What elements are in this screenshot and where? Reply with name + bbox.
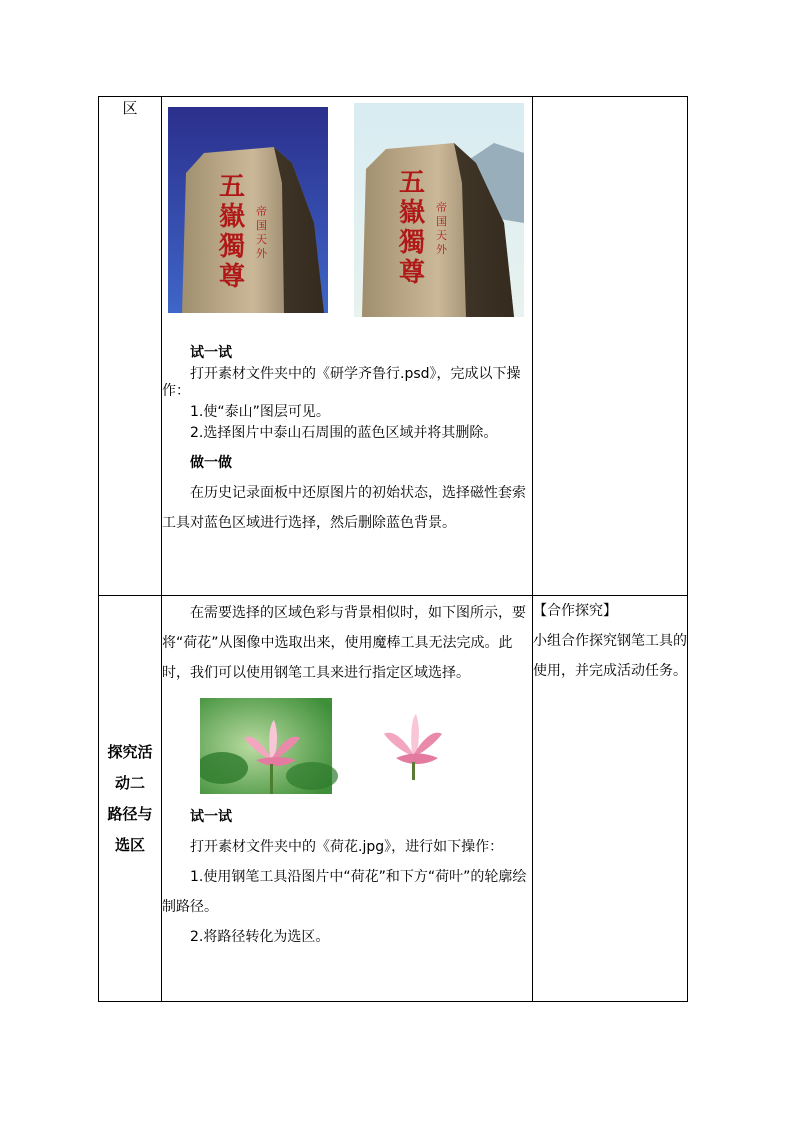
- lotus-photo-original: [200, 698, 338, 794]
- cooperation-title: 【合作探究】: [533, 603, 617, 619]
- cooperation-text: 小组合作探究钢笔工具的使用，并完成活动任务。: [533, 633, 687, 679]
- row-label-cell: [99, 596, 162, 1002]
- try-text-content: 打开素材文件夹中的《荷花.jpg》，进行如下操作：: [190, 839, 504, 855]
- try-step-1: 1.使用钢笔工具沿图片中“荷花”和下方“荷叶”的轮廓绘制路径。: [162, 869, 527, 915]
- row-label: 区: [122, 99, 138, 117]
- try-heading: 试一试: [190, 809, 232, 825]
- svg-text:外: 外: [436, 243, 447, 256]
- do-heading: 做一做: [190, 455, 232, 471]
- svg-text:天: 天: [256, 233, 267, 246]
- activity-label-line: 动二: [114, 773, 145, 792]
- activity-label-line: 选区: [114, 835, 145, 854]
- lotus-images: [162, 698, 532, 796]
- svg-text:獨: 獨: [219, 232, 246, 262]
- row-label-cell: [99, 97, 162, 596]
- notes-cell: [533, 596, 688, 1002]
- svg-text:獨: 獨: [399, 228, 426, 258]
- try-text: 打开素材文件夹中的《研学齐鲁行.psd》，完成以下操作：: [162, 366, 521, 399]
- content-cell: [162, 596, 533, 1002]
- table-row: [99, 596, 688, 1002]
- svg-text:帝: 帝: [436, 201, 447, 214]
- svg-text:五: 五: [399, 168, 426, 198]
- taishan-stone-figures: [164, 103, 526, 333]
- svg-text:嶽: 嶽: [219, 202, 246, 232]
- svg-text:嶽: 嶽: [399, 198, 426, 228]
- svg-text:天: 天: [436, 229, 447, 242]
- try-step-2: 2.将路径转化为选区。: [190, 929, 330, 945]
- svg-text:国: 国: [436, 215, 447, 228]
- lotus-figures: [200, 698, 480, 796]
- activity-label-line: 路径与: [107, 804, 153, 823]
- notes-cell-empty: [533, 97, 688, 596]
- svg-text:外: 外: [256, 247, 267, 260]
- svg-text:尊: 尊: [219, 262, 246, 292]
- try-step-2: 2.选择图片中泰山石周围的蓝色区域并将其删除。: [190, 425, 498, 441]
- intro-text: 在需要选择的区域色彩与背景相似时，如下图所示，要将“荷花”从图像中选取出来，使用魔棒工具无法完成。此时，我们可以使用钢笔工具来进行指定区域选择。: [162, 605, 526, 681]
- svg-text:帝: 帝: [256, 205, 267, 218]
- taishan-images: [162, 97, 532, 339]
- try-text: [162, 832, 532, 862]
- try-step-1: 1.使“泰山”图层可见。: [190, 404, 330, 420]
- lotus-photo-cutout: [350, 698, 478, 794]
- activity-label-line: 探究活: [107, 742, 153, 761]
- svg-text:国: 国: [256, 219, 267, 232]
- do-text: 在历史记录面板中还原图片的初始状态，选择磁性套索工具对蓝色区域进行选择，然后删除蓝色背景。: [162, 485, 526, 531]
- stone-photo-blue: [168, 107, 328, 313]
- lesson-table: [98, 96, 688, 1002]
- svg-text:尊: 尊: [399, 258, 426, 288]
- stone-photo-light: [354, 103, 524, 317]
- svg-text:五: 五: [219, 172, 246, 202]
- try-heading: 试一试: [190, 345, 232, 361]
- table-row: [99, 97, 688, 596]
- content-cell: [162, 97, 533, 596]
